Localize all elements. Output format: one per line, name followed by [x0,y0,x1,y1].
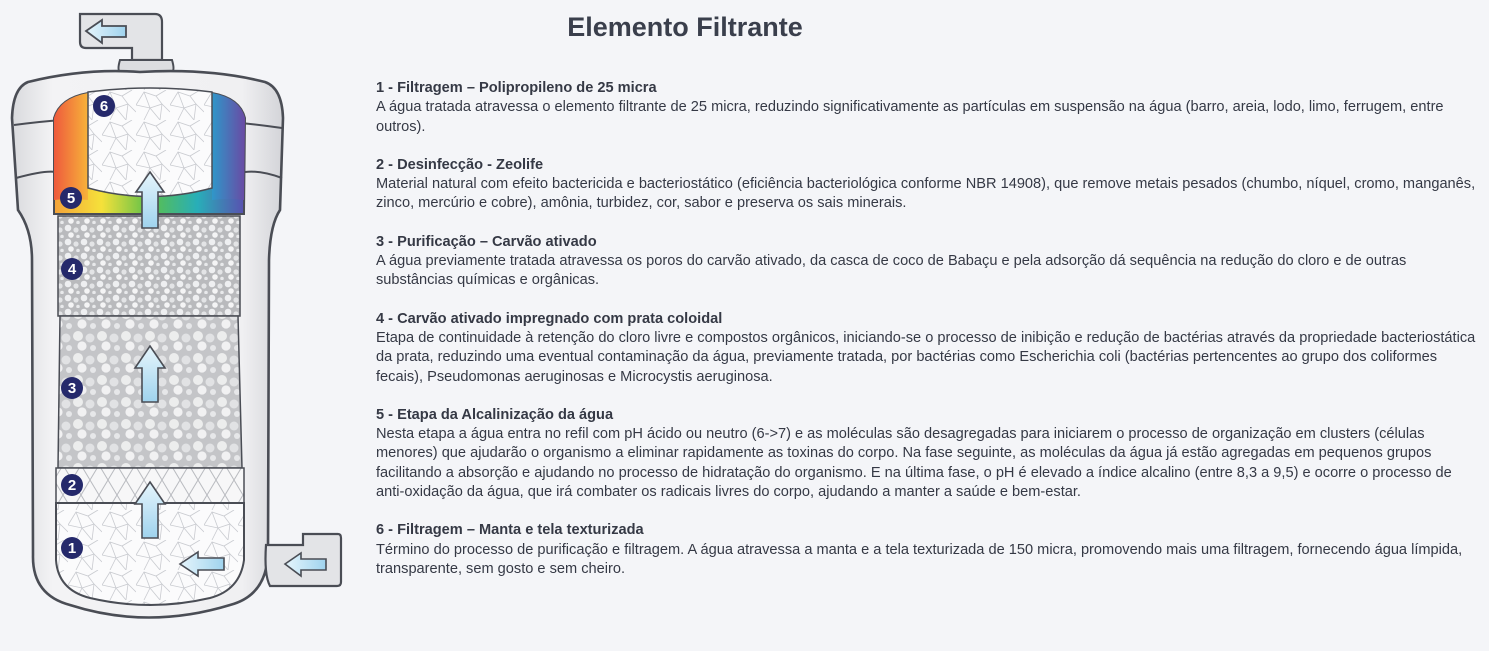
layer-4 [58,216,240,316]
badge-5 [60,187,82,209]
badge-1 [61,537,83,559]
filter-illustration [0,0,350,646]
svg-text:1: 1 [67,540,77,557]
page-title: Elemento Filtrante [567,12,803,42]
step-3 [376,233,1476,291]
step-1 [376,79,1476,137]
step-description: A água tratada atravessa o elemento filtrante de 25 micra, reduzindo significativamente as partículas em suspensão na água (barro, areia, lodo, limo, ferrugem, entre outros). [376,99,1444,135]
step-description: Etapa de continuidade à retenção do cloro livre e compostos orgânicos, iniciando-se o processo de inibição e redução de bactérias através da propriedade bacteriostática da prata, reduzindo uma eventual contaminação da água, previamente tratada, por bactérias como Escherichia coli (bactérias pertencentes ao grupo dos coliformes fecais), Pseudomonas aeruginosas e Microcystis aeruginosa. [376,329,1476,385]
step-description: Material natural com efeito bactericida e bacteriostático (eficiência bacteriológica conforme NBR 14908), que remove metais pesados (chumbo, níquel, cromo, manganês, zinco, mercúrio e cobre), amônia, turbidez, cor, sabor e preserva os sais minerais. [376,176,1476,212]
step-description: Término do processo de purificação e filtragem. A água atravessa a manta e a tela texturizada de 150 micra, promovendo mais uma filtragem, fornecendo água límpida, transparente, sem gosto e sem cheiro. [376,541,1463,577]
step-6 [376,521,1476,579]
step-title: 6 - Filtragem – Manta e tela texturizada [376,522,644,539]
svg-text:6: 6 [99,98,109,115]
badge-4 [61,258,83,280]
step-5 [376,406,1476,502]
svg-text:3: 3 [67,380,77,397]
outlet-pipe [80,14,174,72]
step-description: A água previamente tratada atravessa os poros do carvão ativado, da casca de coco de Babaçu e pela adsorção dá sequência na redução do cloro e de outras substâncias químicas e orgânicas. [376,253,1407,289]
steps-list [376,79,1476,598]
step-2 [376,156,1476,214]
svg-text:4: 4 [67,261,77,278]
step-4 [376,310,1476,387]
badge-6 [93,95,115,117]
step-title: 3 - Purificação – Carvão ativado [376,233,597,250]
step-title: 1 - Filtragem – Polipropileno de 25 micra [376,80,657,96]
badge-2 [61,474,83,496]
step-description: Nesta etapa a água entra no refil com pH ácido ou neutro (6->7) e as moléculas são desagregadas para iniciarem o processo de organização em clusters (células menores) que ajudarão o organismo a eliminar rapidamente as toxinas do corpo. Na fase seguinte, as moléculas da água já estão agregadas em pequenos grupos facilitando a absorção e ajudando no processo de hidratação do organismo. E na última fase, o pH é elevado a índice alcalino (entre 8,3 a 9,5) e ocorre o processo de anti-oxidação da água, que irá combater os radicais livres do corpo, ajudando a manter a saúde e bem-estar. [376,426,1452,501]
step-title: 5 - Etapa da Alcalinização da água [376,406,614,423]
step-title: 2 - Desinfecção - Zeolife [376,156,544,173]
svg-text:2: 2 [67,477,77,494]
badge-3 [61,377,83,399]
step-title: 4 - Carvão ativado impregnado com prata coloidal [376,310,723,327]
svg-text:5: 5 [66,190,76,207]
